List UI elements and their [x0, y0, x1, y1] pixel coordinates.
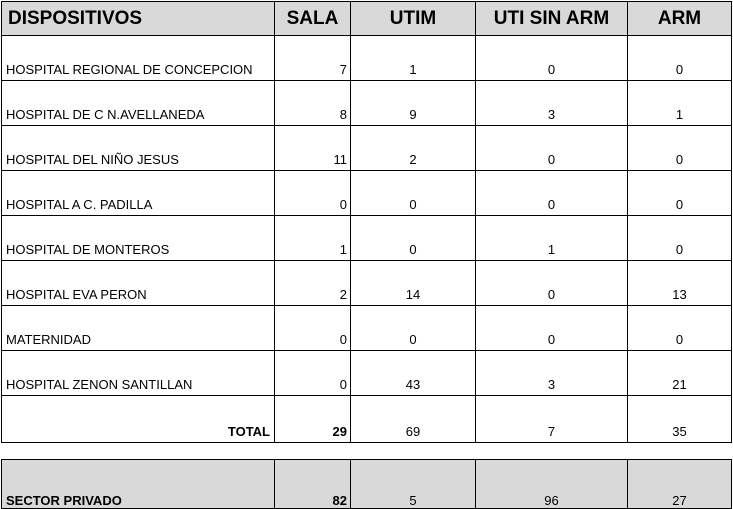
- table-row: [2, 36, 732, 81]
- row-arm: 13: [628, 261, 732, 306]
- row-arm: 0: [628, 171, 732, 216]
- header-sala: SALA: [275, 2, 351, 36]
- row-sala: 1: [275, 216, 351, 261]
- row-arm: 1: [628, 81, 732, 126]
- devices-table: [1, 1, 732, 443]
- row-arm: 0: [628, 36, 732, 81]
- total-utim: 69: [351, 396, 476, 443]
- row-sala: 2: [275, 261, 351, 306]
- row-sala: 0: [275, 171, 351, 216]
- row-name: MATERNIDAD: [2, 306, 275, 351]
- row-name: HOSPITAL DE MONTEROS: [2, 216, 275, 261]
- row-utim: 1: [351, 36, 476, 81]
- total-sala: 29: [275, 396, 351, 443]
- row-utim: 0: [351, 306, 476, 351]
- private-sector-row: [2, 460, 732, 509]
- table-row: [2, 81, 732, 126]
- table-row: [2, 351, 732, 396]
- header-arm: ARM: [628, 2, 732, 36]
- row-uti-sin-arm: 1: [476, 216, 628, 261]
- total-label: TOTAL: [2, 396, 275, 443]
- row-utim: 43: [351, 351, 476, 396]
- row-name: HOSPITAL DE C N.AVELLANEDA: [2, 81, 275, 126]
- row-uti-sin-arm: 3: [476, 351, 628, 396]
- row-arm: 0: [628, 306, 732, 351]
- total-arm: 35: [628, 396, 732, 443]
- row-utim: 2: [351, 126, 476, 171]
- table-row: [2, 261, 732, 306]
- row-name: HOSPITAL EVA PERON: [2, 261, 275, 306]
- row-uti-sin-arm: 0: [476, 36, 628, 81]
- row-arm: 21: [628, 351, 732, 396]
- private-sector-uti-sin-arm: 96: [476, 460, 628, 509]
- header-dispositivos: DISPOSITIVOS: [2, 2, 275, 36]
- row-sala: 8: [275, 81, 351, 126]
- total-row: [2, 396, 732, 443]
- table-row: [2, 306, 732, 351]
- row-arm: 0: [628, 126, 732, 171]
- header-utim: UTIM: [351, 2, 476, 36]
- header-uti-sin-arm: UTI SIN ARM: [476, 2, 628, 36]
- row-arm: 0: [628, 216, 732, 261]
- row-uti-sin-arm: 3: [476, 81, 628, 126]
- row-name: HOSPITAL A C. PADILLA: [2, 171, 275, 216]
- row-name: HOSPITAL REGIONAL DE CONCEPCION: [2, 36, 275, 81]
- private-sector-utim: 5: [351, 460, 476, 509]
- row-sala: 0: [275, 351, 351, 396]
- private-sector-label: SECTOR PRIVADO: [2, 460, 275, 509]
- row-uti-sin-arm: 0: [476, 171, 628, 216]
- private-sector-table: [1, 459, 732, 509]
- row-name: HOSPITAL ZENON SANTILLAN: [2, 351, 275, 396]
- row-utim: 9: [351, 81, 476, 126]
- row-uti-sin-arm: 0: [476, 306, 628, 351]
- header-row: [2, 2, 732, 36]
- row-uti-sin-arm: 0: [476, 126, 628, 171]
- row-sala: 0: [275, 306, 351, 351]
- row-uti-sin-arm: 0: [476, 261, 628, 306]
- row-sala: 11: [275, 126, 351, 171]
- private-sector-arm: 27: [628, 460, 732, 509]
- row-utim: 0: [351, 171, 476, 216]
- table-row: [2, 171, 732, 216]
- table-row: [2, 126, 732, 171]
- row-name: HOSPITAL DEL NIÑO JESUS: [2, 126, 275, 171]
- row-utim: 0: [351, 216, 476, 261]
- total-uti-sin-arm: 7: [476, 396, 628, 443]
- table-row: [2, 216, 732, 261]
- private-sector-sala: 82: [275, 460, 351, 509]
- row-sala: 7: [275, 36, 351, 81]
- row-utim: 14: [351, 261, 476, 306]
